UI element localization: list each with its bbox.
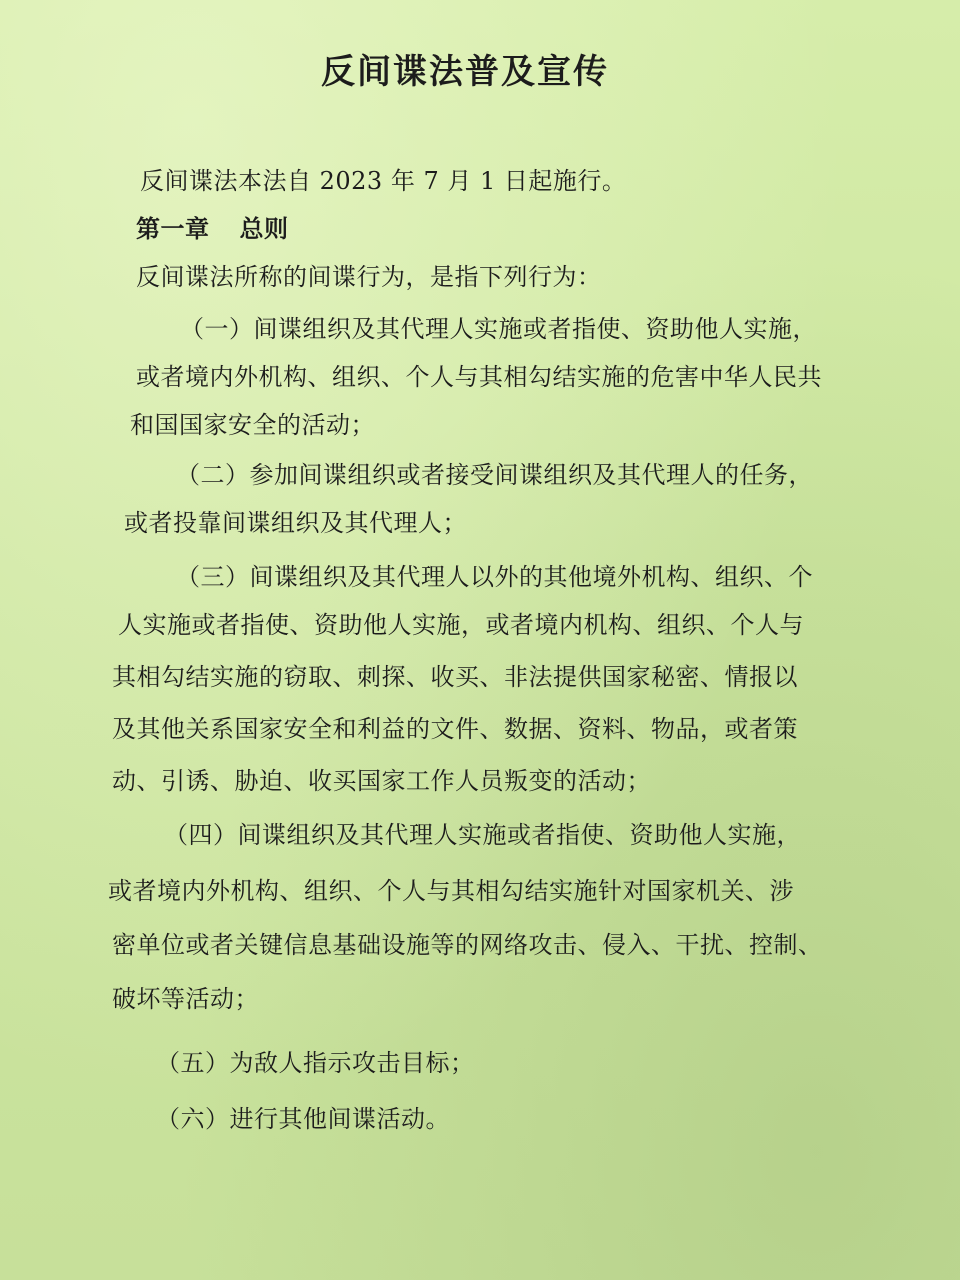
item-3-line-1: （三）间谍组织及其代理人以外的其他境外机构、组织、个 <box>176 563 813 591</box>
lead-line: 反间谍法所称的间谍行为，是指下列行为： <box>136 263 602 291</box>
item-3-line-2: 人实施或者指使、资助他人实施，或者境内机构、组织、个人与 <box>118 611 804 639</box>
chapter-number: 第一章 <box>136 214 210 243</box>
item-4-line-4: 破坏等活动； <box>112 985 259 1013</box>
item-4-line-3: 密单位或者关键信息基础设施等的网络攻击、侵入、干扰、控制、 <box>112 931 823 959</box>
item-3-line-3: 其相勾结实施的窃取、刺探、收买、非法提供国家秘密、情报以 <box>112 663 798 691</box>
item-4-line-1: （四）间谍组织及其代理人实施或者指使、资助他人实施， <box>164 821 801 849</box>
item-5-line-1: （五）为敌人指示攻击目标； <box>156 1049 475 1077</box>
item-3-line-5: 动、引诱、胁迫、收买国家工作人员叛变的活动； <box>112 767 651 795</box>
item-6-line-1: （六）进行其他间谍活动。 <box>156 1105 450 1133</box>
item-3-line-4: 及其他关系国家安全和利益的文件、数据、资料、物品，或者策 <box>112 715 798 743</box>
chapter-name: 总则 <box>239 214 289 243</box>
document-title: 反间谍法普及宣传 <box>321 52 609 92</box>
item-4-line-2: 或者境内外机构、组织、个人与其相勾结实施针对国家机关、涉 <box>108 877 794 905</box>
item-2-line-2: 或者投靠间谍组织及其代理人； <box>124 509 467 537</box>
intro-line: 反间谍法本法自 2023 年 7 月 1 日起施行。 <box>140 167 627 195</box>
item-2-line-1: （二）参加间谍组织或者接受间谍组织及其代理人的任务， <box>176 461 813 489</box>
item-1-line-3: 和国国家安全的活动； <box>130 411 375 439</box>
item-1-line-2: 或者境内外机构、组织、个人与其相勾结实施的危害中华人民共 <box>136 363 822 391</box>
item-1-line-1: （一）间谍组织及其代理人实施或者指使、资助他人实施， <box>180 315 817 343</box>
chapter-heading <box>136 214 289 244</box>
